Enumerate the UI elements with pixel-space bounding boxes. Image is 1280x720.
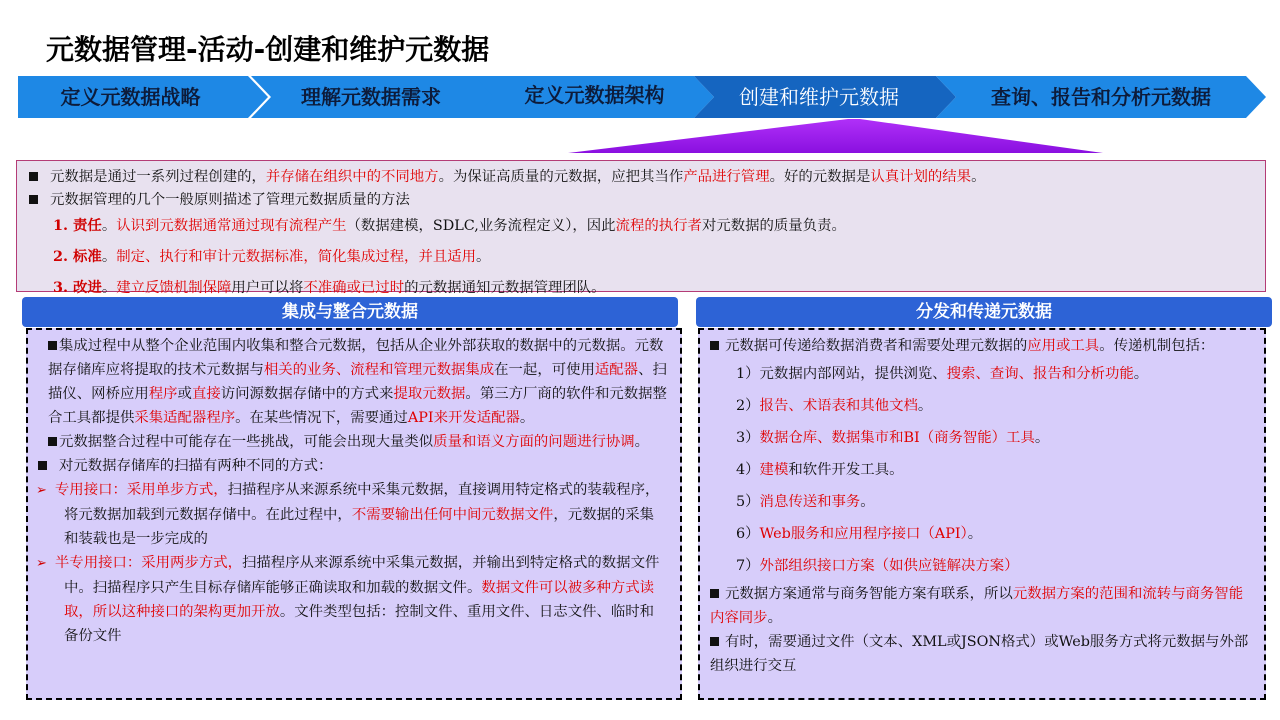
list-item [736,390,1254,422]
body-text: 元数据可传递给数据消费者和需要处理元数据的 [725,338,1028,354]
highlighted-text: 采用单步方式， [126,482,228,498]
highlighted-text: 消息传送和事务 [759,494,861,510]
body-text: 。第三方厂商的软件和元数据整合工具都提供 [48,386,667,426]
delivery-mechanisms-list [710,358,1254,582]
body-text: 或 [177,386,192,402]
step-label: 查询、报告和分析元数据 [991,85,1211,109]
body-text: 。文件类型包括：控制文件、重用文件、日志文件、临时和备份文件 [64,604,655,644]
bullet-square-icon [29,172,38,181]
body-text: 1）元数据内部网站，提供浏览、 [736,366,947,382]
highlighted-text: 提取元数据 [393,386,466,402]
distribution-panel [698,328,1266,700]
principle-improvement: 3. 改进。建立反馈机制保障用户可以将不准确或已过时的元数据通知元数据管理团队。 [53,279,606,296]
arrow-bullet-icon: ➢ [36,483,47,498]
body-text: 2） [736,398,760,414]
highlighted-text: 数据文件可以被多种方式读取，所以这种接口的架构更加开放 [64,580,655,620]
body-text: 。 [1034,430,1050,446]
highlighted-text: 采集适配器程序 [134,410,236,426]
highlighted-text: 数据仓库、数据集市和BI（商务智能）工具 [759,430,1035,446]
principle-responsibility: 1. 责任。认识到元数据通常通过现有流程产生（数据建模，SDLC,业务流程定义），因此流程的执行者对元数据的质量负责。 [53,217,846,234]
bullet-square-icon [48,341,57,350]
body-text: 。 [767,610,782,626]
highlighted-text: 应用或工具 [1027,338,1100,354]
body-text: 3） [736,430,760,446]
highlighted-text: 直接 [191,386,221,402]
body-text: 扫描程序从来源系统中采集元数据，并输出到特定格式的数据文件中。扫描程序只产生目标存储库能够正确读取和加载的数据文件。 [64,555,660,596]
highlighted-text: 报告、术语表和其他文档 [759,398,918,414]
body-text: 。 [634,434,650,450]
body-text: 在一起，可使用 [494,362,595,378]
intro-line-2: 元数据管理的几个一般原则描述了管理元数据质量的方法 [27,189,1255,212]
body-text: 6） [736,526,760,542]
body-text: 和软件开发工具。 [788,462,904,478]
distribution-intro [710,334,1254,358]
highlighted-text: 半专用接口： [54,555,142,571]
body-text: 元数据方案通常与商务智能方案有联系，所以 [725,586,1013,602]
list-item [736,454,1254,486]
integration-panel [26,328,682,700]
highlighted-text: 程序 [148,386,178,402]
body-text: 元数据整合过程中可能存在一些挑战，可能会出现大量类似 [59,434,434,450]
bullet-square-icon [29,195,38,204]
scan-method-semi-dedicated [36,551,668,648]
bullet-square-icon [38,461,47,470]
integration-para-3: 对元数据存储库的扫描有两种不同的方式： [36,454,668,478]
bullet-square-icon [710,589,719,598]
step-label: 理解元数据需求 [301,85,441,109]
focus-wedge [0,0,1280,160]
distribution-para-2 [710,582,1254,630]
body-text: 7） [736,558,760,574]
list-item [736,486,1254,518]
highlighted-text: Web服务和应用程序接口（API） [759,526,968,542]
body-text: 。 [967,526,983,542]
body-text: 。 [860,494,875,510]
step-label: 定义元数据架构 [524,83,665,107]
body-text: 集成过程中从整个企业范围内收集和整合元数据，包括从企业外部获取的数据中的元数据。元数据存储库应将提取的技术元数据与 [48,338,664,378]
body-text: 扫描程序从来源系统中采集元数据，直接调用特定格式的装载程序，将元数据加载到元数据存储中。在此过程中， [64,482,660,523]
principles-box [16,160,1266,296]
highlighted-text: 专用接口： [54,482,127,498]
integration-para-2 [48,430,668,454]
intro-line-1: 元数据是通过一系列过程创建的，并存储在组织中的不同地方。为保证高质量的元数据，应把其当作产品进行管理。好的元数据是认真计划的结果。 [27,166,1255,189]
step-label: 定义元数据战略 [60,85,201,109]
highlighted-text: 外部组织接口方案（如供应链解决方案） [759,558,1019,574]
principle-standards: 2. 标准。制定、执行和审计元数据标准，简化集成过程，并且适用。 [53,248,491,265]
body-text: 。 [519,410,535,426]
bullet-square-icon [48,437,57,446]
body-text: 。 [1133,366,1149,382]
body-text: 。 [917,398,933,414]
list-item [736,518,1254,550]
arrow-bullet-icon: ➢ [36,556,47,571]
page-title: 元数据管理-活动-创建和维护元数据 [46,33,490,66]
highlighted-text: 元数据方案的范围和流转与商务智能内容同步 [710,586,1244,626]
body-text: 。在某些情况下，需要通过 [235,410,408,426]
body-text: 。传递机制包括： [1099,338,1215,354]
body-text: 4） [736,462,760,478]
bullet-square-icon [710,637,719,646]
list-item [736,550,1254,582]
step-label: 创建和维护元数据 [739,85,899,109]
bullet-square-icon [710,341,719,350]
highlighted-text: API来开发适配器 [407,410,520,426]
body-text: 、扫描仪、网桥应用 [48,362,667,402]
highlighted-text: 质量和语义方面的问题进行协调 [433,434,635,450]
highlighted-text: 不需要输出任何中间元数据文件 [351,507,554,523]
body-text: ，元数据的采集和装载也是一步完成的 [64,507,655,547]
integration-header: 集成与整合元数据 [22,297,678,327]
integration-para-1 [48,334,668,430]
distribution-header: 分发和传递元数据 [696,297,1272,327]
list-item [736,422,1254,454]
body-text: 5） [736,494,760,510]
highlighted-text: 适配器 [594,362,639,378]
list-item [736,358,1254,390]
distribution-para-3: 有时，需要通过文件（文本、XML或JSON格式）或Web服务方式将元数据与外部组织进行交互 [710,634,1249,674]
scan-method-dedicated [36,478,668,551]
highlighted-text: 相关的业务、流程和管理元数据集成 [263,362,495,378]
highlighted-text: 采用两步方式， [141,555,243,571]
body-text: 访问源数据存储中的方式来 [220,386,394,402]
highlighted-text: 建模 [759,462,789,478]
highlighted-text: 搜索、查询、报告和分析功能 [946,366,1134,382]
